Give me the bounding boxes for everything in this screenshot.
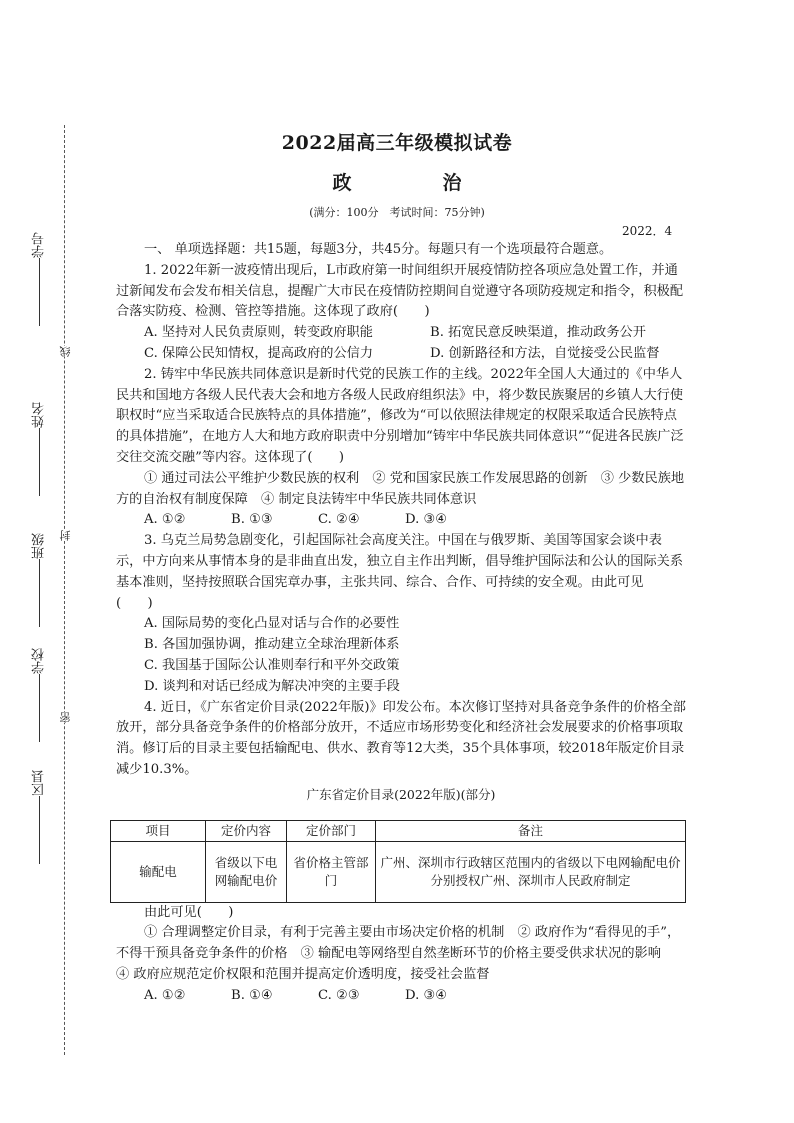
q4-table-caption: 广东省定价目录(2022年版)(部分) xyxy=(306,786,496,802)
binding-mark-secret: 密 xyxy=(59,712,72,723)
name-field[interactable] xyxy=(30,402,49,500)
q1-option-c[interactable]: C. 保障公民知情权，提高政府的公信力 xyxy=(144,345,374,361)
school-field[interactable] xyxy=(30,648,49,746)
q4-option-a[interactable]: A. ①② xyxy=(144,987,186,1003)
q4-items: ① 合理调整定价目录，有利于完善主要由市场决定价格的机制 ② 政府作为“看得见的手”，不得干预具备竞争条件的价格 ③ 输配电等网络型自然垄断环节的价格主要受供求状况的影响 ④ 政府应规范定价权限和范围并提高定价透明度，接受社会监督 xyxy=(116,925,681,982)
q3-option-a[interactable]: A. 国际局势的变化凸显对话与合作的必要性 xyxy=(144,616,400,632)
q3-stem: 3. 乌克兰局势急剧变化，引起国际社会高度关注。中国在与俄罗斯、美国等国家会谈中表示，中方向来从事情本身的是非曲直出发，独立自主作出判断，倡导维护国际法和公认的国际关系基本准则，坚持按照联合国宪章办事，主张共同、综合、合作、可持续的安全观。由此可见 ( ) xyxy=(116,533,684,611)
district-label: 区县 xyxy=(32,770,47,796)
class-label: 班级 xyxy=(32,533,47,559)
q1-option-a[interactable]: A. 坚持对人民负责原则，转变政府职能 xyxy=(144,325,373,341)
q1-option-b[interactable]: B. 拓宽民意反映渠道，推动政务公开 xyxy=(430,325,646,341)
q2-items: ① 通过司法公平维护少数民族的权利 ② 党和国家民族工作发展思路的创新 ③ 少数民族地方的自治权有制度保障 ④ 制定良法铸牢中华民族共同体意识 xyxy=(116,470,685,507)
q1-options-row1 xyxy=(116,323,686,344)
table-cell-department: 省价格主管部门 xyxy=(287,841,376,902)
class-blank[interactable] xyxy=(39,559,40,627)
table-cell-content: 省级以下电网输配电价 xyxy=(206,841,287,902)
table-header-remarks: 备注 xyxy=(376,820,686,841)
section-heading: 一、 单项选择题：共15题，每题3分，共45分。每题只有一个选项最符合题意。 xyxy=(144,242,613,257)
district-field[interactable] xyxy=(30,770,49,868)
name-label: 姓名 xyxy=(32,402,47,428)
table-header-item: 项目 xyxy=(111,820,206,841)
q2-option-b[interactable]: B. ①③ xyxy=(231,512,273,528)
table-row xyxy=(111,841,686,902)
q2-option-a[interactable]: A. ①② xyxy=(144,512,186,528)
district-blank[interactable] xyxy=(39,796,40,864)
school-label: 学校 xyxy=(32,648,47,674)
q2-options xyxy=(116,510,686,531)
binding-dashed-line xyxy=(64,125,65,1055)
q4-option-d[interactable]: D. ③④ xyxy=(405,987,448,1003)
binding-mark-seal: 封 xyxy=(59,530,72,541)
binding-mark-line: 线 xyxy=(59,346,72,357)
student-id-blank[interactable] xyxy=(39,258,40,326)
exam-subject: 政 治 xyxy=(332,172,498,194)
q4-prompt: 由此可见( ) xyxy=(144,904,234,920)
exam-meta: (满分：100分 考试时间：75分钟) xyxy=(309,206,485,219)
table-header-content: 定价内容 xyxy=(206,820,287,841)
q3-option-b[interactable]: B. 各国加强协调，推动建立全球治理新体系 xyxy=(144,637,400,653)
class-field[interactable] xyxy=(30,533,49,631)
q2-option-c[interactable]: C. ②④ xyxy=(318,512,360,528)
q4-option-c[interactable]: C. ②③ xyxy=(318,987,360,1003)
pricing-table-header xyxy=(111,820,686,841)
table-cell-item: 输配电 xyxy=(111,841,206,902)
q1-stem: 1. 2022年新一波疫情出现后，L市政府第一时间组织开展疫情防控各项应急处置工作，并通过新闻发布会发布相关信息，提醒广大市民在疫情防控期间自觉遵守各项防疫规定和指令，积极配合落实防疫、检测、管控等措施。这体现了政府( ) xyxy=(116,262,684,320)
q2-option-d[interactable]: D. ③④ xyxy=(405,512,448,528)
question-content xyxy=(116,240,686,1007)
table-header-department: 定价部门 xyxy=(287,820,376,841)
q4-option-b[interactable]: B. ①④ xyxy=(231,987,273,1003)
q2-stem: 2. 铸牢中华民族共同体意识是新时代党的民族工作的主线。2022年全国人大通过的《中华人民共和国地方各级人民代表大会和地方各级人民政府组织法》中，将少数民族聚居的乡镇人大行使职权时“应当采取适合民族特点的具体措施”，修改为“可以依照法律规定的权限采取适合民族特点的具体措施”，在地方人大和地方政府职责中分别增加“铸牢中华民族共同体意识”“促进各民族广泛交往交流交融”等内容。这体现了( ) xyxy=(116,366,684,465)
q4-stem: 4. 近日，《广东省定价目录(2022年版)》印发公布。本次修订坚持对具备竞争条件的价格全部放开，部分具备竞争条件的价格部分放开，不适应市场形势变化和经济社会发展要求的价格事项取消。修订后的目录主要包括输配电、供水、教育等12大类，35个具体事项，较2018年版定价目录减少10.3%。 xyxy=(116,699,686,777)
pricing-table xyxy=(110,820,686,903)
q4-options xyxy=(116,986,686,1007)
student-id-field[interactable] xyxy=(30,232,49,330)
table-cell-remarks: 广州、深圳市行政辖区范围内的省级以下电网输配电价分别授权广州、深圳市人民政府制定 xyxy=(376,841,686,902)
q3-option-d[interactable]: D. 谈判和对话已经成为解决冲突的主要手段 xyxy=(144,678,400,694)
q1-option-d[interactable]: D. 创新路径和方法，自觉接受公民监督 xyxy=(430,345,660,361)
student-id-label: 学号 xyxy=(32,232,47,258)
exam-date: 2022．4 xyxy=(622,224,673,238)
name-blank[interactable] xyxy=(39,428,40,496)
q3-option-c[interactable]: C. 我国基于国际公认准则奉行和平外交政策 xyxy=(144,657,400,673)
school-blank[interactable] xyxy=(39,674,40,742)
q1-options-row2 xyxy=(116,344,686,365)
exam-title: 2022届高三年级模拟试卷 xyxy=(281,132,513,154)
